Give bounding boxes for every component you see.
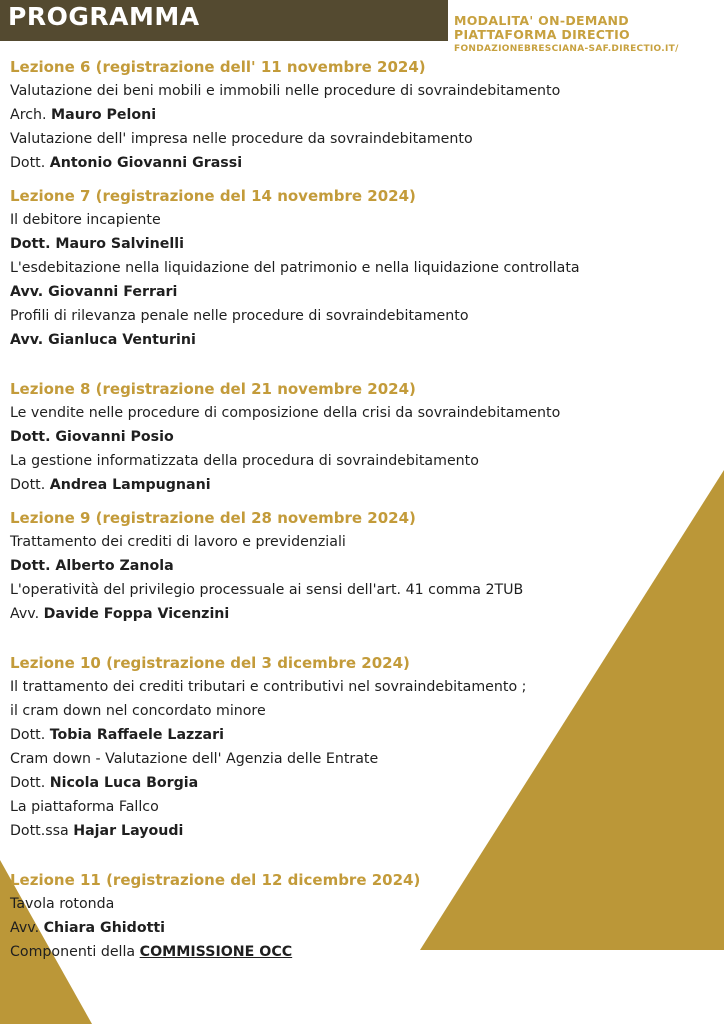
speaker-title: Dott. [10, 727, 50, 743]
topic: il cram down nel concordato minore [10, 703, 266, 719]
lesson-title: Lezione 10 (registrazione del 3 dicembre 2024) [10, 654, 410, 672]
speaker-title: Dott.ssa [10, 823, 74, 839]
lesson-8 [10, 377, 710, 497]
page-title: PROGRAMMA [8, 2, 200, 31]
speaker-title: Dott. [10, 775, 50, 791]
topic: Valutazione dei beni mobili e immobili nelle procedure di sovraindebitamento [10, 83, 561, 99]
program-list [10, 55, 710, 964]
speaker [10, 916, 710, 940]
speaker [10, 819, 710, 843]
lesson-title: Lezione 7 (registrazione del 14 novembre 2024) [10, 187, 416, 205]
platform-url[interactable]: FONDAZIONEBRESCIANA-SAF.DIRECTIO.IT/ [454, 44, 679, 54]
mode-info [454, 14, 722, 56]
speaker-name: Antonio Giovanni Grassi [49, 155, 243, 171]
topic: La gestione informatizzata della procedura di sovraindebitamento [10, 453, 479, 469]
topic: L'esdebitazione nella liquidazione del patrimonio e nella liquidazione controllata [10, 260, 580, 276]
lesson-11 [10, 868, 710, 964]
speaker [10, 940, 710, 964]
speaker-name: Mauro Peloni [51, 107, 157, 123]
lesson-7 [10, 184, 710, 352]
lesson-9 [10, 506, 710, 626]
speaker-title: Avv. [10, 606, 44, 622]
mode-line-1: MODALITA' ON-DEMAND [454, 13, 629, 28]
speaker: Avv. Giovanni Ferrari [10, 284, 178, 300]
speaker [10, 602, 710, 626]
topic: La piattaforma Fallco [10, 799, 159, 815]
mode-line-2: PIATTAFORMA DIRECTIO [454, 27, 630, 42]
lesson-title: Lezione 8 (registrazione del 21 novembre 2024) [10, 380, 416, 398]
topic: Cram down - Valutazione dell' Agenzia delle Entrate [10, 751, 379, 767]
speaker [10, 771, 710, 795]
lesson-6 [10, 55, 710, 175]
speaker-name: Andrea Lampugnani [49, 477, 211, 493]
lesson-title: Lezione 6 (registrazione dell' 11 novembre 2024) [10, 58, 426, 76]
speaker: Dott. Giovanni Posio [10, 429, 174, 445]
lesson-title: Lezione 9 (registrazione del 28 novembre 2024) [10, 509, 416, 527]
speaker-name: Nicola Luca Borgia [49, 775, 199, 791]
speaker: Dott. Alberto Zanola [10, 558, 174, 574]
speaker [10, 473, 710, 497]
lesson-title: Lezione 11 (registrazione del 12 dicembre 2024) [10, 871, 421, 889]
speaker-title: Avv. [10, 920, 44, 936]
speaker: Dott. Mauro Salvinelli [10, 236, 184, 252]
commission-link[interactable]: COMMISSIONE OCC [139, 944, 293, 960]
speaker-name: Hajar Layoudi [73, 823, 184, 839]
topic: Il trattamento dei crediti tributari e contributivi nel sovraindebitamento ; [10, 679, 527, 695]
speaker-name: Chiara Ghidotti [43, 920, 165, 936]
topic: Trattamento dei crediti di lavoro e previdenziali [10, 534, 346, 550]
speaker-name: Davide Foppa Vicenzini [43, 606, 230, 622]
speaker-name: Tobia Raffaele Lazzari [49, 727, 224, 743]
speaker [10, 151, 710, 175]
topic: Il debitore incapiente [10, 212, 161, 228]
topic: Profili di rilevanza penale nelle procedure di sovraindebitamento [10, 308, 469, 324]
speaker-title: Arch. [10, 107, 52, 123]
topic: Tavola rotonda [10, 896, 115, 912]
speaker [10, 103, 710, 127]
topic: L'operatività del privilegio processuale ai sensi dell'art. 41 comma 2TUB [10, 582, 524, 598]
speaker-title: Dott. [10, 477, 50, 493]
speaker-title: Dott. [10, 155, 50, 171]
topic: Valutazione dell' impresa nelle procedure da sovraindebitamento [10, 131, 473, 147]
speaker: Avv. Gianluca Venturini [10, 332, 196, 348]
lesson-10 [10, 651, 710, 843]
speaker-title: Componenti della [10, 944, 140, 960]
speaker [10, 723, 710, 747]
header-bar [0, 0, 448, 41]
topic: Le vendite nelle procedure di composizione della crisi da sovraindebitamento [10, 405, 561, 421]
